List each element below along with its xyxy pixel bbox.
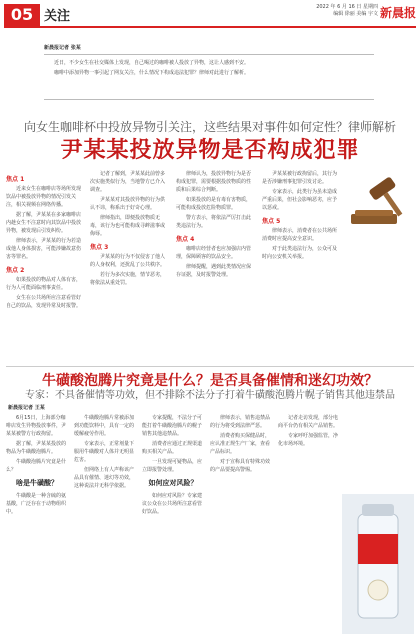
point-label: 焦点 4 bbox=[176, 236, 195, 243]
story2-column-2 bbox=[74, 414, 136, 634]
article-paragraph: 6月15日，上海部分咖啡店发生异物投放事件，尹某某被警方行政拘留。 bbox=[6, 415, 67, 437]
point-label: 焦点 2 bbox=[6, 267, 25, 274]
article-paragraph: 如何应对风险？专家建议公众在公共场所注意看管好饮品。 bbox=[142, 493, 203, 515]
point-label: 焦点 3 bbox=[90, 244, 109, 251]
effervescent-tablet-photo bbox=[342, 494, 414, 634]
page-header bbox=[0, 0, 420, 28]
point-label: 焦点 1 bbox=[6, 176, 25, 183]
story2-column-5 bbox=[278, 414, 338, 634]
newspaper-logo: 新晨报 bbox=[380, 6, 417, 20]
article-paragraph: 律师提醒，遇到此类情况应保存证据，及时报警处理。 bbox=[176, 264, 252, 278]
article-paragraph: 律师认为，投放异物行为是否构成犯罪，需要根据投放物质的性质和后果综合判断。 bbox=[176, 171, 252, 193]
story2-column-4 bbox=[210, 414, 272, 634]
article-paragraph: 对于宣称具有特殊功效的产品要提高警惕。 bbox=[210, 459, 271, 473]
article-paragraph: 若行为多次实施，情节恶劣，将依法从重处罚。 bbox=[90, 272, 166, 286]
product-photo bbox=[342, 494, 414, 634]
story2-column-3 bbox=[142, 414, 204, 634]
article-paragraph: 专家表示，正常剂量下服用牛磺酸对人体并无明显危害。 bbox=[74, 441, 135, 463]
editor-line: 编辑 徐丽 美编 宇文 bbox=[333, 11, 378, 17]
article-paragraph: 据了解，尹某某投放的物品为牛磺酸泡腾片。 bbox=[6, 441, 67, 455]
story1-byline: 新晨报记者 张某 bbox=[44, 45, 81, 51]
article-paragraph: 律师表示，销售违禁品的行为将受到法律严惩。 bbox=[210, 415, 271, 429]
story-divider bbox=[6, 366, 414, 367]
article-paragraph: 律师表示，消费者在公共场所消费时应提高安全意识。 bbox=[262, 228, 338, 242]
story2-column-1 bbox=[6, 414, 68, 634]
gavel-icon bbox=[345, 174, 411, 230]
story2-kicker: 专家：不具备催情等功效，但不排除不法分子打着牛磺酸泡腾片幌子销售其他违禁品 bbox=[25, 390, 395, 401]
article-paragraph: 尹某某被行政拘留后，其行为是否涉嫌刑事犯罪引发讨论。 bbox=[262, 171, 338, 185]
story1-column-3 bbox=[176, 170, 254, 362]
date-line: 2022 年 6 月 16 日 星期四 bbox=[316, 4, 378, 10]
article-paragraph: 如果投放的物品对人体有害，行为人可能面临刑事责任。 bbox=[6, 277, 82, 291]
subhead: 啥是牛磺酸？ bbox=[16, 479, 58, 487]
article-paragraph: 牛磺酸泡腾片究竟是什么？ bbox=[6, 459, 67, 473]
story1-kicker: 向女生咖啡杯中投放异物引关注，这些结果对事件如何定性？律师解析 bbox=[23, 120, 396, 134]
article-paragraph: 专家呼吁加强监管，净化市场环境。 bbox=[278, 433, 338, 447]
article-paragraph: 律师表示，尹某某的行为若造成他人身体损害，可能涉嫌故意伤害等罪名。 bbox=[6, 238, 82, 260]
article-paragraph: 一旦发现可疑物品，应立即报警处理。 bbox=[142, 459, 203, 473]
story2-byline: 新晨报记者 王某 bbox=[8, 405, 45, 411]
article-paragraph: 专家提醒，不法分子可能打着牛磺酸泡腾片的幌子销售其他违禁品。 bbox=[142, 415, 203, 437]
article-paragraph: 如果投放的是有毒有害物质，可能构成投放危险物质罪。 bbox=[176, 197, 252, 211]
gavel-illustration bbox=[345, 174, 411, 230]
article-paragraph: 尹某某对其投放异物的行为供认不讳，称系出于好奇心理。 bbox=[90, 197, 166, 211]
story1-intro bbox=[44, 54, 374, 100]
header-rule bbox=[4, 26, 416, 28]
header-meta bbox=[316, 4, 378, 18]
article-paragraph: 警方表示，将依法严厉打击此类违法行为。 bbox=[176, 215, 252, 229]
story1-column-1 bbox=[6, 170, 82, 362]
article-paragraph: 女生在公共场所应注意看管好自己的饮品，发现异常及时报警。 bbox=[6, 295, 82, 309]
section-title: 关注 bbox=[44, 9, 71, 24]
article-paragraph: 记者了解到，尹某某此前曾多次实施类似行为，当地警方已介入调查。 bbox=[90, 171, 166, 193]
subhead: 如何应对风险？ bbox=[148, 479, 198, 487]
article-paragraph: 近来女生在咖啡店等场所发现饮品中被投放异物的情况引发关注，相关视频在网络传播。 bbox=[6, 186, 82, 208]
article-paragraph: 消费者应通过正规渠道购买相关产品。 bbox=[142, 441, 203, 455]
story1-headline: 尹某某投放异物是否构成犯罪 bbox=[60, 137, 360, 163]
point-label: 焦点 5 bbox=[262, 218, 281, 225]
article-paragraph: 律师指出，即便投放物质无毒，该行为也可能构成寻衅滋事或侮辱。 bbox=[90, 215, 166, 237]
story1-column-4 bbox=[262, 170, 340, 362]
article-paragraph: 尹某某的行为不仅侵害了他人的人身权利，还扰乱了公共秩序。 bbox=[90, 254, 166, 268]
article-paragraph: 专家表示，此类行为虽未造成严重后果，但社会影响恶劣，应予以惩戒。 bbox=[262, 189, 338, 211]
article-paragraph: 牛磺酸泡腾片常被添加到功能饮料中，具有一定的缓解疲劳作用。 bbox=[74, 415, 135, 437]
article-paragraph: 据了解，尹某某在多家咖啡店内趁女生不注意时向其饮品中投放异物，被发现后引发纠纷。 bbox=[6, 212, 82, 234]
story1-column-2 bbox=[90, 170, 168, 362]
intro-paragraph: 近日，不少女生在社交媒体上发现，自己喝过的咖啡被人投放了异物，这让人感到不安。 bbox=[54, 60, 250, 66]
article-paragraph: 对于此类违法行为，公众可及时向公安机关举报。 bbox=[262, 246, 338, 260]
article-paragraph: 消费者购买保健品时，应认准正规生产厂家，查看产品标识。 bbox=[210, 433, 271, 455]
page-number: 05 bbox=[4, 4, 40, 26]
intro-paragraph: 咖啡中添加异物一事引起了网友关注，什么情况下构成违法犯罪？律师对此进行了解析。 bbox=[54, 70, 250, 76]
article-paragraph: 记者走访发现，部分电商平台仍有相关产品销售。 bbox=[278, 415, 338, 429]
article-paragraph: 咖啡店经营者也应加强店内管理，保障顾客的饮品安全。 bbox=[176, 246, 252, 260]
article-paragraph: 牛磺酸是一种含硫的氨基酸，广泛存在于动物组织中。 bbox=[6, 493, 67, 515]
article-paragraph: 但网络上有人声称该产品具有催情、迷幻等功效，这种说法并无科学依据。 bbox=[74, 467, 135, 489]
story2-headline: 牛磺酸泡腾片究竟是什么？是否具备催情和迷幻功效？ bbox=[42, 373, 378, 389]
